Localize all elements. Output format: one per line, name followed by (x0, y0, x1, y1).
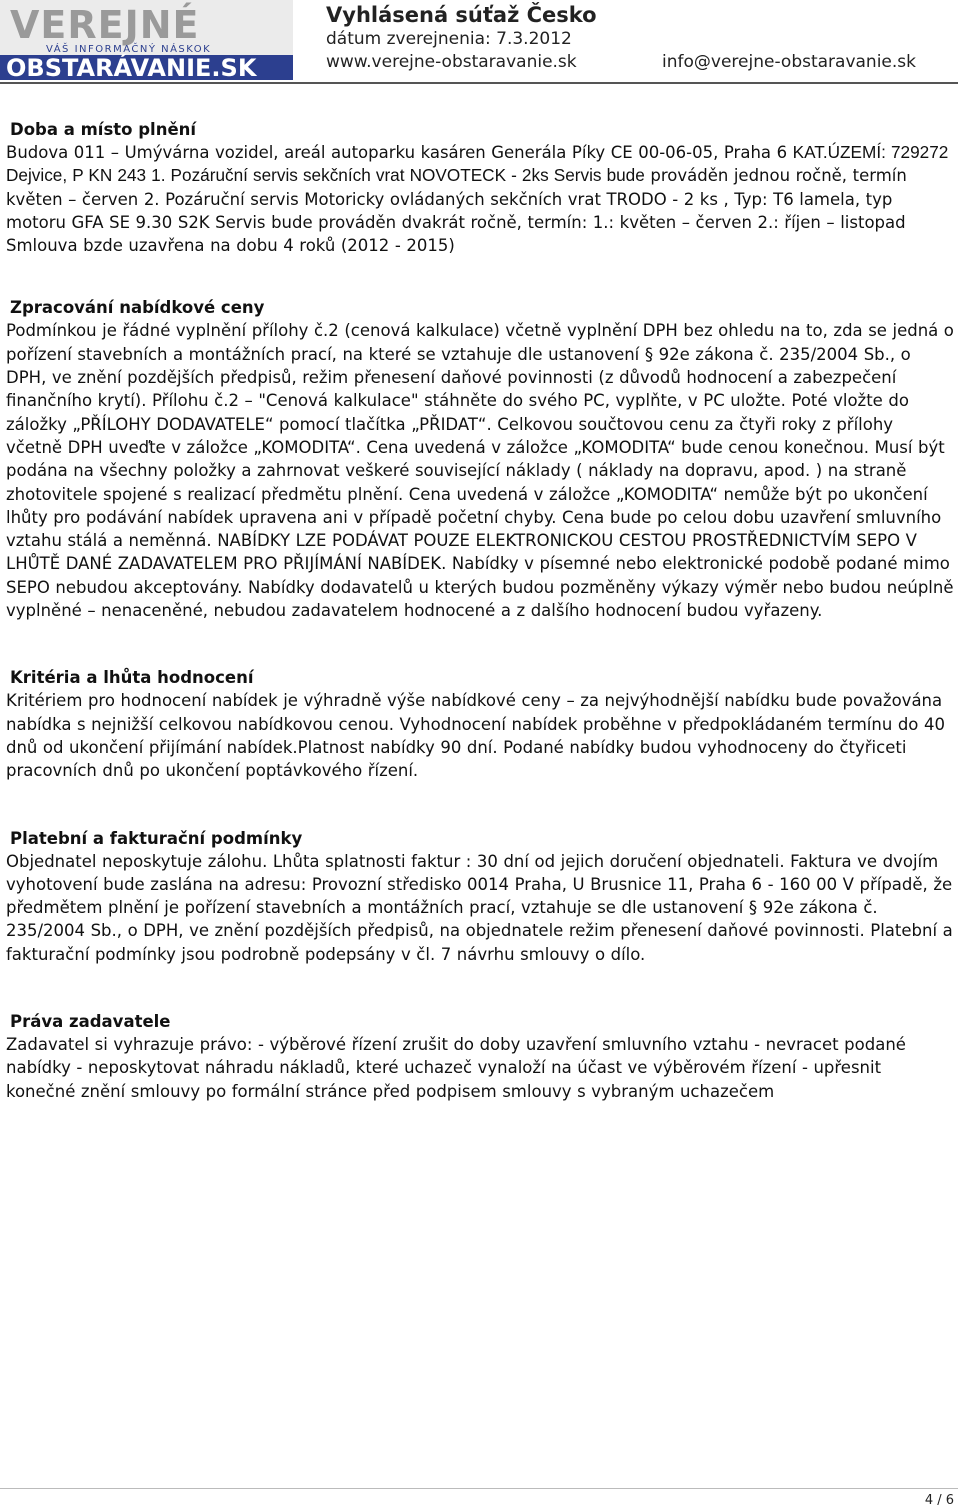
section-platebni-podminky (6, 827, 954, 966)
footer-divider (0, 1488, 958, 1489)
header-divider (0, 82, 958, 84)
section-heading: Práva zadavatele (10, 1012, 171, 1032)
logo[interactable] (0, 0, 293, 80)
document-body (6, 118, 954, 1103)
email-link[interactable]: info@verejne-obstaravanie.sk (662, 52, 916, 72)
section-body: Kritériem pro hodnocení nabídek je výhradně výše nabídkové ceny – za nejvýhodnější nabídku bude považována nabídka s nejnižší celkovou nabídkovou cenou. Vyhodnocení nabídek proběhne v předpokládaném termínu do 40 dnů od ukončení přijímání nabídek.Platnost nabídky 90 dní. Podané nabídky budou vyhodnoceny do čtyřiceti pracovních dnů po ukončení poptávkového řízení. (6, 691, 945, 781)
logo-subtitle: VÁŠ INFORMAČNÝ NÁSKOK (46, 44, 212, 55)
section-heading: Kritéria a lhůta hodnocení (10, 668, 254, 688)
page-header (0, 0, 960, 80)
section-prava-zadavatele (6, 1010, 954, 1103)
section-body-part3: prováděn jednou ročně, termín květen – červen 2. Pozáruční servis Motoricky ovládaných sekčních vrat TRODO - 2 ks , Typ: T6 lamela, typ motoru GFA SE 9.30 S2K Servis bude prováděn dvakrát ročně, termín: 1.: květen – červen 2.: říjen – listopad Smlouva bzde uzavřena na dobu 4 roků (2012 - 2015) (6, 166, 907, 256)
logo-graphic (0, 0, 293, 80)
section-body: Zadavatel si vyhrazuje právo: - výběrové řízení zrušit do doby uzavření smluvního vztahu - nevracet podané nabídky - neposkytovat náhradu nákladů, které uchazeč vynaloží na účast ve výběrovém řízení - upřesnit konečné znění smlouvy po formální stránce před podpisem smlouvy s vybraným uchazečem (6, 1035, 906, 1101)
section-zpracovani-ceny (6, 296, 954, 622)
header-title: Vyhlásená súťaž Česko (326, 3, 597, 27)
section-doba-misto (6, 118, 954, 257)
logo-word-1: VEREJNÉ (10, 3, 200, 47)
header-date: dátum zverejnenia: 7.3.2012 (326, 29, 572, 49)
header-info (326, 3, 946, 74)
section-body-part2: KAT.ÚZEMÍ: 729272 Dejvice, P KN 243 1. Pozáruční servis sekčních vrat NOVOTECK - 2ks Servis bude (6, 142, 949, 186)
section-body-part1: Budova 011 – Umývárna vozidel, areál autoparku kasáren Generála Píky CE 00-06-05, Praha 6 (6, 143, 793, 162)
section-heading: Zpracování nabídkové ceny (10, 298, 265, 318)
page-number: 4 / 6 (924, 1493, 954, 1508)
website-link[interactable]: www.verejne-obstaravanie.sk (326, 52, 577, 72)
header-links (326, 50, 916, 74)
logo-word-2: OBSTARÁVANIE.SK (6, 54, 257, 80)
section-body (6, 141, 954, 257)
section-body: Objednatel neposkytuje zálohu. Lhůta splatnosti faktur : 30 dní od jejich doručení objednateli. Faktura ve dvojím vyhotovení bude zaslána na adresu: Provozní středisko 0014 Praha, U Brusnice 11, Praha 6 - 160 00 V případě, že předmětem plnění je pořízení stavebních a montážních prací, vztahuje se dle ustanovení § 92e zákona č. 235/2004 Sb., o DPH, ve znění pozdějších předpisů, na objednatele režim přenesení daňové povinnosti. Platební a fakturační podmínky jsou podrobně podepsány v čl. 7 návrhu smlouvy o dílo. (6, 851, 953, 964)
section-kriteria (6, 666, 954, 782)
section-heading: Platební a fakturační podmínky (10, 828, 303, 848)
section-body: Podmínkou je řádné vyplnění přílohy č.2 (cenová kalkulace) včetně vyplnění DPH bez ohledu na to, zda se jedná o pořízení stavebních a montážních prací, na které se vztahuje dle ustanovení § 92e zákona č. 235/2004 Sb., o DPH, ve znění pozdějších předpisů, režim přenesení daňové povinnosti (z důvodů hodnocení a zabezpečení finančního krytí). Přílohu č.2 – "Cenová kalkulace" stáhněte do svého PC, vyplňte, v PC uložte. Poté vložte do záložky „PŘÍLOHY DODAVATELE“ pomocí tlačítka „PŘIDAT“. Celkovou součtovou cenu za čtyři roky z přílohy včetně DPH uveďte v záložce „KOMODITA“. Cena uvedená v záložce „KOMODITA“ bude cenou konečnou. Musí být podána na všechny položky a zahrnovat veškeré související náklady ( náklady na dopravu, apod. ) na straně zhotovitele spojené s realizací předmětu plnění. Cena uvedená v záložce „KOMODITA“ nemůže být po ukončení lhůty pro podávání nabídek upravena ani v případě početní chyby. Cena bude po celou dobu uzavření smluvního vztahu stálá a neměnná. NABÍDKY LZE PODÁVAT POUZE ELEKTRONICKOU CESTOU PROSTŘEDNICTVÍM SEPO V LHŮTĚ DANÉ ZADAVATELEM PRO PŘIJÍMÁNÍ NABÍDEK. Nabídky v písemné nebo elektronické podobě podané mimo SEPO nebudou akceptovány. Nabídky dodavatelů u kterých budou pozměněny výkazy výměr nebo budou neúplně vyplněné – nenaceněné, nebudou zadavatelem hodnocené a z dalšího hodnocení budou vyřazeny. (6, 321, 954, 621)
section-heading: Doba a místo plnění (10, 120, 197, 139)
